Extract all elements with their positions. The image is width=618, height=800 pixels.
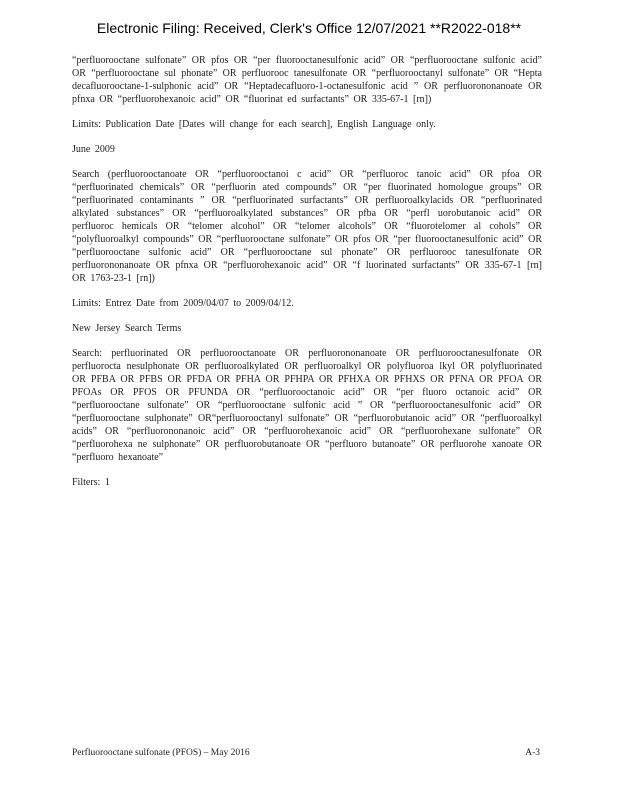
search-terms-continued: “perfluorooctane sulfonate” OR pfos OR “per fluorooctanesulfonic acid” OR “perfluorooctane sulfonic acid” OR “perfluorooctane sul phonate” OR perfluorooc tanesulfonate OR “perfluorooctanyl sulfonate” OR “Hepta decafluorooctane-1-sulphonic acid” OR “Heptadecafluoro-1-octanesulfonic acid ” OR perfluorononanoate OR pfnxa OR “perfluorohexanoic acid” OR “fluorinat ed surfactants” OR 335-67-1 [rn]) xyxy=(72,55,542,105)
footer-page-number: A-3 xyxy=(525,748,540,758)
filing-header: Electronic Filing: Received, Clerk's Office 12/07/2021 **R2022-018** xyxy=(96,20,522,36)
search-query-new-jersey: Search: perfluorinated OR perfluorooctanoate OR perfluorononanoate OR perfluorooctanesulfonate OR perfluorocta nesulphonate OR perfluoroalkylated OR perfluoroalkyl OR polyfluoroa lkyl OR polyfluorinated OR PFBA OR PFBS OR PFDA OR PFHA OR PFHPA OR PFHXA OR PFHXS OR PFNA OR PFOA OR PFOAs OR PFOS OR PFUNDA OR “perfluorooctanoic acid” OR “per fluoro octanoic acid” OR “perfluorooctane sulfonate” OR “perfluorooctane sulfonic acid ” OR “perfluorooctanesulfonic acid” OR “perfluorooctane sulphonate” OR“perfluorooctanyl sulfonate” OR “perfluorobutanoic acid” OR “perfluoroalkyl acids” OR “perfluorononanoic acid” OR “perfluorohexanoic acid” OR “perfluorohexane sulfonate” OR “perfluorohexa ne sulphonate” OR perfluorobutanoate OR “perfluoro butanoate” OR perfluorohe xanoate OR “perfluoro hexanoate” xyxy=(72,348,542,463)
search-query-june-2009: Search (perfluorooctanoate OR “perfluorooctanoi c acid” OR “perfluoroc tanoic acid” OR pfoa OR “perfluorinated chemicals” OR “perfluorin ated compounds” OR “per fluorinated homologue groups” OR “perfluorinated contaminants ” OR “perfluorinated surfactants” OR perfluoroalkylacids OR “perfluorinated alkylated substances” OR “perfluoroalkylated substances” OR pfba OR “perfl uorobutanoic acid” OR perfluoroc hemicals OR “telomer alcohol” OR “telomer alcohols” OR “fluorotelomer al cohols” OR “polyfluoroalkyl compounds” OR “perfluorooctane sulfonate” OR pfos OR “per fluorooctanesulfonic acid” OR “perfluorooctane sulfonic acid” OR “perfluorooctane sul phonate” OR perfluorooc tanesulfonate OR perfluorononanoate OR pfnxa OR “perfluorohexanoic acid” OR “f luorinated surfactants” OR 335-67-1 [rn] OR 1763-23-1 [rn]) xyxy=(72,169,542,284)
section-new-jersey-search-terms: New Jersey Search Terms xyxy=(72,323,182,334)
section-date-june-2009: June 2009 xyxy=(72,144,115,155)
document-body xyxy=(72,54,542,501)
limits-publication-date: Limits: Publication Date [Dates will change for each search], English Language only. xyxy=(72,119,436,130)
filters-line: Filters: 1 xyxy=(72,477,110,488)
footer-document-title: Perfluorooctane sulfonate (PFOS) – May 2016 xyxy=(72,748,250,758)
limits-entrez-date: Limits: Entrez Date from 2009/04/07 to 2009/04/12. xyxy=(72,298,294,309)
page-footer xyxy=(72,748,540,758)
